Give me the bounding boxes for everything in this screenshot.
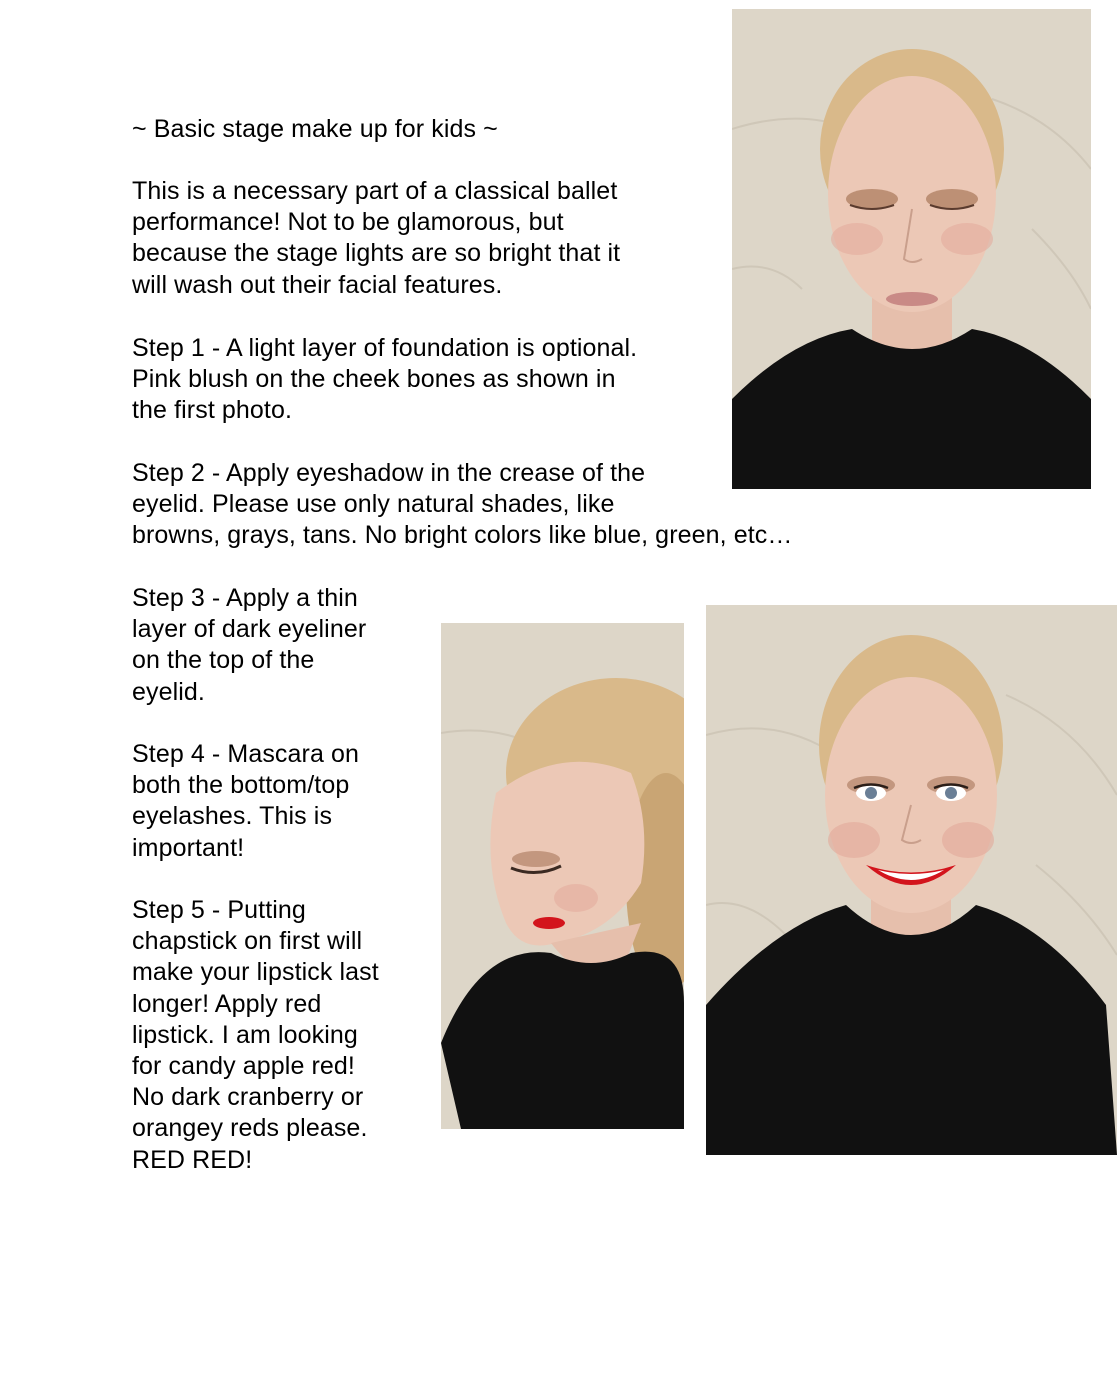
photo-eyes-closed (732, 9, 1091, 489)
photo-smiling-front (706, 605, 1117, 1155)
intro-paragraph: This is a necessary part of a classical ballet performance! Not to be glamorous, but because the stage lights are so bright that it will wash out their facial features. (132, 177, 621, 299)
step-3-paragraph: Step 3 - Apply a thin layer of dark eyeliner on the top of the eyelid. (132, 584, 367, 706)
step-1-paragraph: Step 1 - A light layer of foundation is optional. Pink blush on the cheek bones as shown in the first photo. (132, 334, 638, 425)
step-4-paragraph: Step 4 - Mascara on both the bottom/top eyelashes. This is important! (132, 740, 360, 862)
step-2-paragraph: Step 2 - Apply eyeshadow in the crease of the eyelid. Please use only natural shades, like browns, grays, tans. No bright colors like blue, green, etc… (132, 459, 793, 550)
step-5-paragraph: Step 5 - Putting chapstick on first will make your lipstick last longer! Apply red lipstick. I am looking for candy apple red! No dark cranberry or orangey reds please. RED RED! (132, 896, 379, 1174)
photo-side-profile (441, 623, 684, 1129)
doc-title: ~ Basic stage make up for kids ~ (132, 115, 498, 143)
